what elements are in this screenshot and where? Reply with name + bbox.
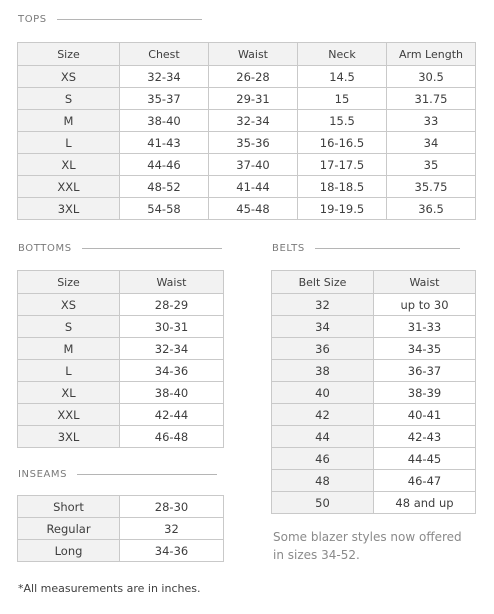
table-row: [18, 496, 224, 518]
table-cell: 50: [272, 492, 374, 514]
inseams-title-rule: [77, 474, 217, 475]
table-cell: 31-33: [374, 316, 476, 338]
table-row: [272, 382, 476, 404]
table-cell: 15: [298, 88, 387, 110]
table-cell: 34-35: [374, 338, 476, 360]
table-row: [272, 470, 476, 492]
table-row: [18, 338, 224, 360]
table-cell: 15.5: [298, 110, 387, 132]
table-cell: 32: [272, 294, 374, 316]
table-row: [18, 88, 476, 110]
table-cell: 38-39: [374, 382, 476, 404]
table-cell: 46: [272, 448, 374, 470]
table-cell: XS: [18, 66, 120, 88]
table-cell: 38: [272, 360, 374, 382]
table-cell: 45-48: [209, 198, 298, 220]
table-cell: 26-28: [209, 66, 298, 88]
table-cell: 3XL: [18, 198, 120, 220]
bottoms-header-row: [18, 271, 224, 294]
table-cell: 44-46: [120, 154, 209, 176]
table-cell: 41-44: [209, 176, 298, 198]
table-cell: 18-18.5: [298, 176, 387, 198]
table-cell: XL: [18, 154, 120, 176]
table-cell: 48-52: [120, 176, 209, 198]
table-cell: S: [18, 316, 120, 338]
table-cell: 44-45: [374, 448, 476, 470]
table-cell: 32-34: [120, 66, 209, 88]
table-cell: 46-48: [120, 426, 224, 448]
inseams-table: [17, 495, 224, 562]
table-cell: XS: [18, 294, 120, 316]
table-row: [272, 316, 476, 338]
table-row: [272, 360, 476, 382]
table-cell: 36-37: [374, 360, 476, 382]
table-cell: 35-36: [209, 132, 298, 154]
table-cell: 34-36: [120, 360, 224, 382]
table-cell: 40: [272, 382, 374, 404]
table-cell: 14.5: [298, 66, 387, 88]
table-cell: Long: [18, 540, 120, 562]
table-cell: S: [18, 88, 120, 110]
table-cell: 32-34: [209, 110, 298, 132]
table-row: [18, 540, 224, 562]
table-cell: 17-17.5: [298, 154, 387, 176]
table-cell: 36: [272, 338, 374, 360]
belts-header-cell: Belt Size: [272, 271, 374, 294]
table-cell: XL: [18, 382, 120, 404]
table-cell: up to 30: [374, 294, 476, 316]
table-row: [272, 448, 476, 470]
bottoms-table: [17, 270, 224, 448]
table-cell: 54-58: [120, 198, 209, 220]
table-cell: 42-43: [374, 426, 476, 448]
table-row: [272, 404, 476, 426]
table-row: [18, 404, 224, 426]
table-cell: 44: [272, 426, 374, 448]
tops-header-cell: Chest: [120, 43, 209, 66]
table-row: [18, 198, 476, 220]
table-cell: Regular: [18, 518, 120, 540]
table-row: [18, 316, 224, 338]
belts-section-title: BELTS: [272, 243, 460, 254]
table-row: [18, 382, 224, 404]
table-row: [18, 66, 476, 88]
table-cell: 30-31: [120, 316, 224, 338]
tops-table: [17, 42, 476, 220]
tops-header-cell: Neck: [298, 43, 387, 66]
table-cell: Short: [18, 496, 120, 518]
table-cell: 34: [387, 132, 476, 154]
bottoms-title-rule: [82, 248, 222, 249]
table-cell: 3XL: [18, 426, 120, 448]
table-cell: 34-36: [120, 540, 224, 562]
table-cell: 42-44: [120, 404, 224, 426]
table-cell: L: [18, 360, 120, 382]
table-cell: 40-41: [374, 404, 476, 426]
table-cell: L: [18, 132, 120, 154]
table-row: [272, 492, 476, 514]
bottoms-header-cell: Size: [18, 271, 120, 294]
table-cell: 38-40: [120, 110, 209, 132]
table-row: [272, 294, 476, 316]
belts-header-row: [272, 271, 476, 294]
table-cell: 35: [387, 154, 476, 176]
table-cell: XXL: [18, 176, 120, 198]
table-cell: 34: [272, 316, 374, 338]
table-cell: 29-31: [209, 88, 298, 110]
belts-title-rule: [315, 248, 460, 249]
table-cell: 42: [272, 404, 374, 426]
table-row: [18, 154, 476, 176]
belts-note: Some blazer styles now offered in sizes 34-52.: [273, 530, 462, 562]
tops-section-title: TOPS: [18, 14, 202, 25]
belts-table: [271, 270, 476, 514]
table-cell: 19-19.5: [298, 198, 387, 220]
table-cell: 35.75: [387, 176, 476, 198]
belts-header-cell: Waist: [374, 271, 476, 294]
table-cell: XXL: [18, 404, 120, 426]
table-cell: 46-47: [374, 470, 476, 492]
table-cell: 37-40: [209, 154, 298, 176]
table-row: [18, 518, 224, 540]
bottoms-header-cell: Waist: [120, 271, 224, 294]
measurement-footnote: *All measurements are in inches.: [18, 582, 201, 595]
table-row: [272, 426, 476, 448]
table-cell: 41-43: [120, 132, 209, 154]
table-cell: 32: [120, 518, 224, 540]
table-cell: 28-30: [120, 496, 224, 518]
table-cell: 30.5: [387, 66, 476, 88]
bottoms-section-title: BOTTOMS: [18, 243, 222, 254]
table-cell: 33: [387, 110, 476, 132]
table-cell: 48 and up: [374, 492, 476, 514]
table-row: [18, 176, 476, 198]
table-row: [18, 294, 224, 316]
table-cell: M: [18, 110, 120, 132]
table-cell: 31.75: [387, 88, 476, 110]
tops-header-row: [18, 43, 476, 66]
table-cell: 16-16.5: [298, 132, 387, 154]
table-row: [18, 110, 476, 132]
tops-header-cell: Waist: [209, 43, 298, 66]
table-cell: 48: [272, 470, 374, 492]
table-cell: M: [18, 338, 120, 360]
table-row: [18, 426, 224, 448]
table-cell: 28-29: [120, 294, 224, 316]
table-cell: 35-37: [120, 88, 209, 110]
inseams-section-title: INSEAMS: [18, 469, 217, 480]
tops-header-cell: Size: [18, 43, 120, 66]
table-row: [18, 360, 224, 382]
tops-header-cell: Arm Length: [387, 43, 476, 66]
table-row: [272, 338, 476, 360]
table-cell: 38-40: [120, 382, 224, 404]
table-row: [18, 132, 476, 154]
table-cell: 32-34: [120, 338, 224, 360]
table-cell: 36.5: [387, 198, 476, 220]
tops-title-rule: [57, 19, 202, 20]
